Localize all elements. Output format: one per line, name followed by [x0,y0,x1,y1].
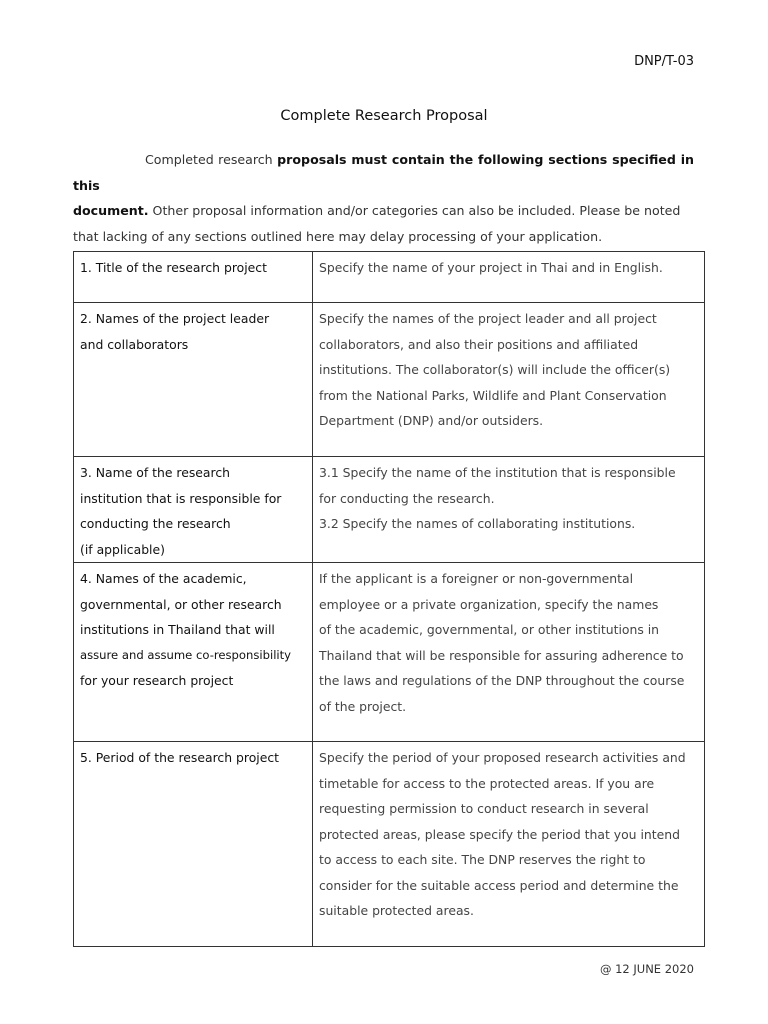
label-line: governmental, or other research [80,596,282,612]
document-title: Complete Research Proposal [280,108,488,124]
row-desc-period [313,742,705,947]
desc-line: of the project. [319,698,407,714]
row-label-names [74,303,313,457]
requirements-table [73,251,705,947]
desc-line: of the academic, governmental, or other institutions in [319,622,660,637]
label-line: for your research project [80,673,234,688]
label-line: 2. Names of the project leader [80,311,270,326]
label-line: (if applicable) [80,541,165,557]
desc-line: collaborators, and also their positions and affiliated [319,336,639,352]
row-desc-title [313,252,705,303]
row-label-institution [74,457,313,563]
desc-line: Specify the name of your project in Thai and in English. [319,260,663,275]
label-line: 3. Name of the research [80,465,231,480]
desc-line: If the applicant is a foreigner or non-governmental [319,571,634,586]
label-line: institutions in Thailand that will [80,622,275,637]
desc-line: from the National Parks, Wildlife and Plant Conservation [319,387,667,403]
label-line: and collaborators [80,336,189,352]
label-line: institution that is responsible for [80,490,282,506]
desc-line: institutions. The collaborator(s) will include the officer(s) [319,362,671,377]
desc-line: Specify the period of your proposed research activities and [319,750,686,765]
desc-line: timetable for access to the protected areas. If you are [319,775,655,791]
desc-line: 3.1 Specify the name of the institution that is responsible [319,465,676,480]
desc-line: employee or a private organization, specify the names [319,596,659,612]
intro-text-1: Completed research [145,152,278,167]
desc-line: Thailand that will be responsible for assuring adherence to [319,647,684,663]
desc-line: Specify the names of the project leader and all project [319,311,657,326]
desc-line: protected areas, please specify the period that you intend [319,826,680,842]
intro-bold-1: proposals must contain the following sections specified in this [73,152,694,193]
desc-line: the laws and regulations of the DNP throughout the course [319,673,685,688]
label-line: 5. Period of the research project [80,750,280,765]
label-line: assure and assume co-responsibility [80,647,292,662]
desc-line: consider for the suitable access period and determine the [319,877,679,893]
table-row [74,252,705,303]
table-row [74,303,705,457]
label-line: conducting the research [80,516,231,531]
table-row [74,563,705,742]
intro-bold-2: document. [73,203,149,218]
desc-line: Department (DNP) and/or outsiders. [319,413,544,428]
footer-date: @ 12 JUNE 2020 [599,962,694,976]
row-label-academic [74,563,313,742]
document-code: DNP/T-03 [634,54,694,69]
intro-text-2: Other proposal information and/or categories can also be included. Please be noted [148,203,681,218]
row-desc-academic [313,563,705,742]
table-row [74,742,705,947]
label-line: 1. Title of the research project [80,260,267,275]
table-row [74,457,705,563]
label-line: 4. Names of the academic, [80,571,247,586]
desc-line: 3.2 Specify the names of collaborating institutions. [319,516,636,531]
intro-text-3: that lacking of any sections outlined here may delay processing of your application. [73,228,603,244]
row-label-title [74,252,313,303]
row-label-period [74,742,313,947]
desc-line: for conducting the research. [319,490,495,506]
row-desc-names [313,303,705,457]
desc-line: requesting permission to conduct research in several [319,801,649,816]
intro-paragraph [73,147,694,249]
desc-line: to access to each site. The DNP reserves the right to [319,852,646,867]
desc-line: suitable protected areas. [319,903,474,918]
row-desc-institution [313,457,705,563]
